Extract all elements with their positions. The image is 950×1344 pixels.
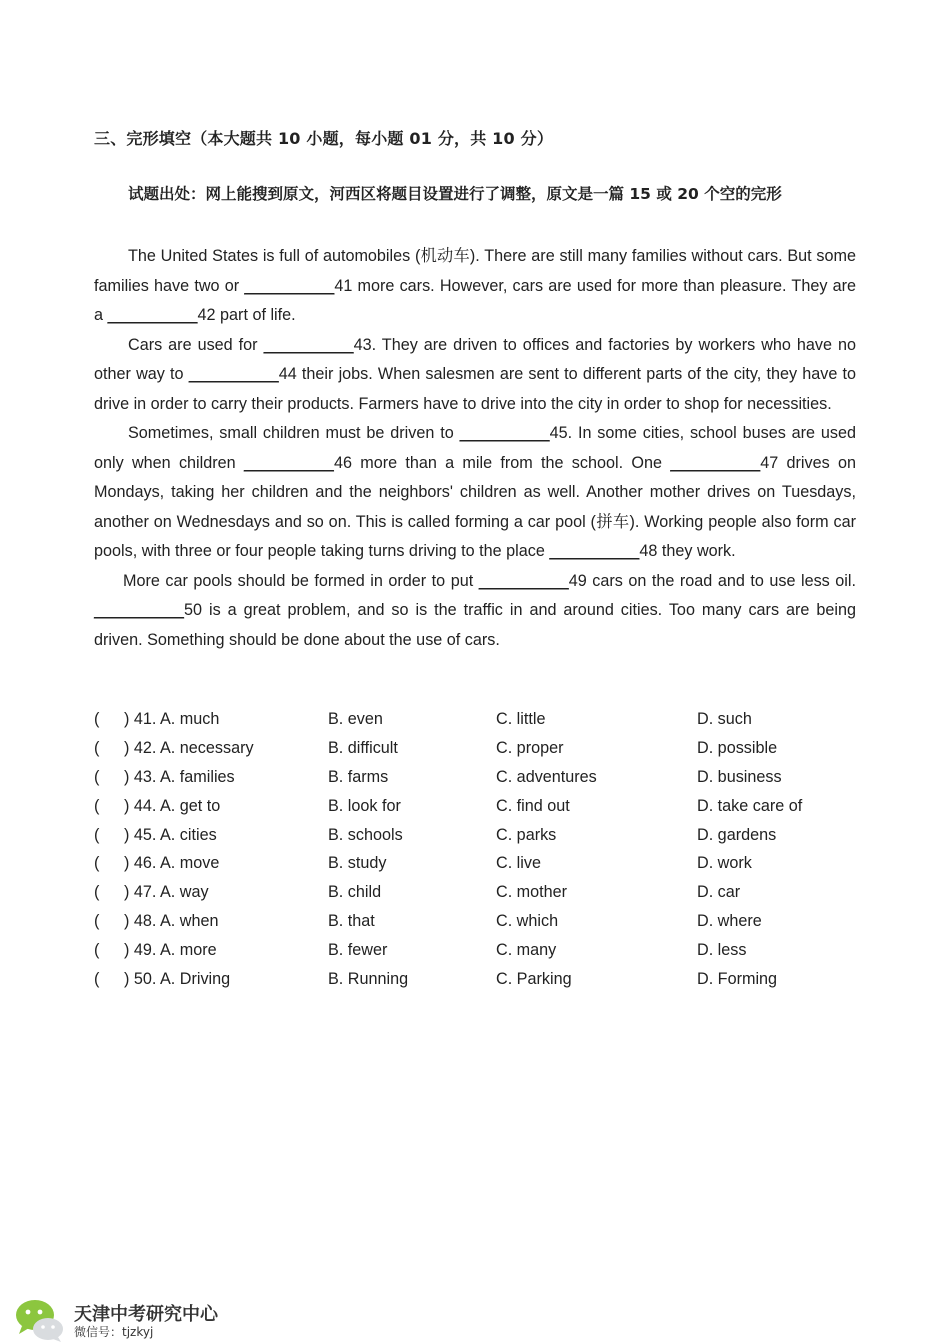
blank-50: __________ <box>94 601 185 619</box>
option-c: C. mother <box>496 883 568 902</box>
option-d: D. business <box>697 767 782 786</box>
option-c: C. Parking <box>496 970 572 989</box>
answer-paren: ( <box>94 883 100 902</box>
passage-text: 42 part of life. <box>197 306 296 324</box>
answer-paren: ( <box>94 854 100 873</box>
option-b: B. farms <box>328 767 389 786</box>
option-c: C. little <box>496 710 546 728</box>
option-b: B. that <box>328 912 375 931</box>
option-c: C. find out <box>496 796 570 815</box>
blank-41: __________ <box>244 276 335 295</box>
option-a: ) 49. A. more <box>124 941 217 960</box>
option-d: D. less <box>697 941 747 960</box>
passage-paragraph-1 <box>94 242 856 331</box>
passage-text: 48 they work. <box>639 542 736 560</box>
passage-text: Cars are used for <box>128 335 264 354</box>
question-row-41 <box>94 710 856 739</box>
blank-48: __________ <box>549 542 640 560</box>
source-note: 试题出处：网上能搜到原文，河西区将题目设置进行了调整，原文是一篇 15 或 20 个空的完形 <box>128 185 782 203</box>
option-b: B. even <box>328 710 383 728</box>
option-b: B. schools <box>328 825 403 844</box>
answer-paren: ( <box>94 796 100 815</box>
option-c: C. many <box>496 941 557 960</box>
passage-text: The United States is full of automobiles (机动车). There are still many families without cars. But some families have two or <box>94 247 856 295</box>
passage-text: 44 their jobs. When salesmen are sent to different parts of the city, they have to drive in order to carry their products. Farmers have to drive into the city in order to shop for necessities. <box>94 365 856 413</box>
passage-text: 45. In some cities, school buses are used only when children <box>94 424 857 472</box>
option-a: ) 48. A. when <box>124 912 219 931</box>
option-d: D. work <box>697 854 752 873</box>
passage-text: 50 is a great problem, and so is the traffic in and around cities. Too many cars are being driven. Something should be done about the use of cars. <box>94 601 856 649</box>
section-title: 三、完形填空（本大题共 10 小题，每小题 01 分，共 10 分） <box>94 129 554 148</box>
blank-45: __________ <box>459 424 550 442</box>
question-row-44 <box>94 797 856 826</box>
option-b: B. look for <box>328 796 401 815</box>
wechat-id: 微信号：tjzkyj <box>74 1325 154 1339</box>
blank-46: __________ <box>243 453 334 472</box>
passage-text: More car pools should be formed in order to put <box>123 571 479 590</box>
footer-logo <box>14 1298 244 1342</box>
option-a: ) 47. A. way <box>124 883 209 902</box>
passage-text: 49 cars on the road and to use less oil. <box>568 571 856 590</box>
answer-paren: ( <box>94 738 100 757</box>
passage-text: 43. They are driven to offices and factories by workers who have no other way to <box>94 335 856 383</box>
option-c: C. proper <box>496 738 564 757</box>
option-a: ) 45. A. cities <box>124 825 217 844</box>
blank-42: __________ <box>107 306 198 324</box>
question-row-43 <box>94 768 856 797</box>
option-d: D. such <box>697 710 752 728</box>
option-a: ) 46. A. move <box>124 854 220 873</box>
passage-text: 47 drives on Mondays, taking her children and the neighbors' children as well. Another mother drives on Tuesdays, another on Wednesdays and so on. This is called forming a car pool (拼车). Working people also form car pools, with three or four people taking turns driving to the place <box>94 453 857 560</box>
answer-paren: ( <box>94 970 100 989</box>
option-c: C. adventures <box>496 767 597 786</box>
blank-49: __________ <box>478 571 569 590</box>
option-b: B. child <box>328 883 382 902</box>
answer-paren: ( <box>94 710 100 728</box>
option-a: ) 50. A. Driving <box>124 970 231 989</box>
option-d: D. gardens <box>697 825 777 844</box>
answer-paren: ( <box>94 825 100 844</box>
question-row-46 <box>94 854 856 883</box>
option-d: D. car <box>697 883 741 902</box>
blank-47: __________ <box>670 453 761 472</box>
question-row-50 <box>94 970 856 999</box>
question-row-45 <box>94 826 856 855</box>
passage-text: 46 more than a mile from the school. One <box>333 453 671 472</box>
passage-paragraph-2 <box>94 331 856 420</box>
option-d: D. take care of <box>697 796 803 815</box>
option-c: C. live <box>496 854 541 873</box>
option-a: ) 41. A. much <box>124 710 220 728</box>
blank-44: __________ <box>188 365 279 383</box>
passage-text: 41 more cars. However, cars are used for more than pleasure. They are a <box>94 276 857 324</box>
passage-paragraph-4 <box>94 567 856 656</box>
answer-paren: ( <box>94 767 100 786</box>
wechat-icon <box>14 1298 66 1342</box>
option-b: B. Running <box>328 970 409 989</box>
question-row-49 <box>94 941 856 970</box>
option-d: D. Forming <box>697 970 778 989</box>
option-d: D. where <box>697 912 762 931</box>
option-b: B. fewer <box>328 941 388 960</box>
question-row-42 <box>94 739 856 768</box>
option-b: B. difficult <box>328 738 398 757</box>
option-c: C. which <box>496 912 559 931</box>
question-row-47 <box>94 883 856 912</box>
blank-43: __________ <box>263 335 354 354</box>
option-d: D. possible <box>697 738 778 757</box>
cloze-passage <box>94 242 856 655</box>
passage-paragraph-3 <box>94 419 856 567</box>
option-a: ) 44. A. get to <box>124 796 221 815</box>
answer-options <box>94 710 856 999</box>
option-a: ) 43. A. families <box>124 767 235 786</box>
question-row-48 <box>94 912 856 941</box>
option-b: B. study <box>328 854 387 873</box>
answer-paren: ( <box>94 912 100 931</box>
option-a: ) 42. A. necessary <box>124 738 254 757</box>
answer-paren: ( <box>94 941 100 960</box>
option-c: C. parks <box>496 825 557 844</box>
org-name: 天津中考研究中心 <box>74 1304 218 1325</box>
passage-text: Sometimes, small children must be driven to <box>128 424 460 442</box>
